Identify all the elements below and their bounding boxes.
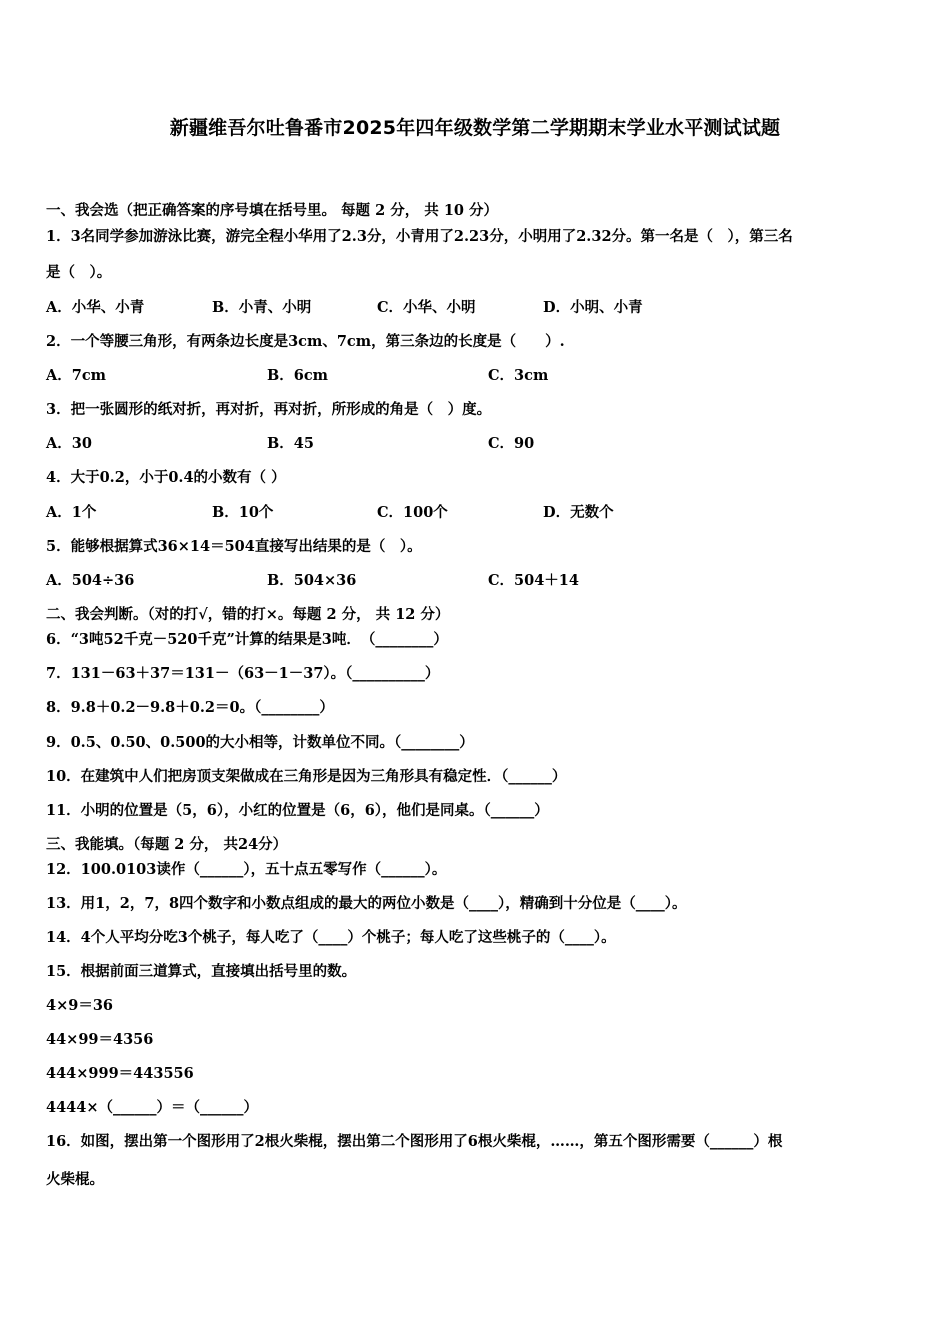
option-a: A．7cm: [46, 367, 107, 384]
question-16-line-1: 16．如图，摆出第一个图形用了2根火柴棍，摆出第二个图形用了6根火柴棍，……，第五个图形需要（______）根: [46, 1133, 783, 1150]
equation-3: 444×999＝443556: [46, 1065, 194, 1082]
option-c: C．3cm: [488, 367, 549, 384]
option-a: A．504÷36: [46, 572, 135, 589]
question-1-line-1: 1．3名同学参加游泳比赛，游完全程小华用了2.3分，小青用了2.23分，小明用了2.32分。第一名是（ ），第三名: [46, 228, 793, 245]
question-9: 9．0.5、0.50、0.500的大小相等，计数单位不同。（________）: [46, 734, 474, 751]
option-b: B．45: [267, 435, 314, 452]
option-b: B．504×36: [267, 572, 357, 589]
question-16-line-2: 火柴棍。: [46, 1171, 104, 1188]
section-3-header: 三、我能填。（每题 2 分， 共24分）: [46, 836, 288, 853]
question-13: 13．用1，2，7，8四个数字和小数点组成的最大的两位小数是（____），精确到十分位是（____）。: [46, 895, 687, 912]
question-5: 5．能够根据算式36×14＝504直接写出结果的是（ ）。: [46, 538, 422, 555]
option-c: C．504＋14: [488, 572, 579, 589]
option-c: C．90: [488, 435, 535, 452]
question-8: 8．9.8＋0.2－9.8＋0.2＝0。（________）: [46, 699, 334, 716]
option-b: B．6cm: [267, 367, 329, 384]
equation-4: 4444×（______）＝（______）: [46, 1099, 259, 1116]
question-10: 10．在建筑中人们把房顶支架做成在三角形是因为三角形具有稳定性．（______）: [46, 768, 567, 785]
option-c: C．100个: [377, 504, 448, 521]
question-7: 7．131－63＋37＝131－（63－1－37）。（__________）: [46, 665, 440, 682]
option-c: C．小华、小明: [377, 299, 476, 316]
equation-1: 4×9＝36: [46, 997, 114, 1014]
question-2: 2．一个等腰三角形，有两条边长度是3cm、7cm，第三条边的长度是（ ）.: [46, 333, 565, 350]
question-3: 3．把一张圆形的纸对折，再对折，再对折，所形成的角是（ ）度。: [46, 401, 492, 418]
question-14: 14．4个人平均分吃3个桃子，每人吃了（____）个桃子；每人吃了这些桃子的（____）。: [46, 929, 616, 946]
question-12: 12．100.0103读作（______），五十点五零写作（______）。: [46, 861, 447, 878]
page-title: 新疆维吾尔吐鲁番市2025年四年级数学第二学期期末学业水平测试试题: [169, 117, 781, 139]
option-a: A．30: [46, 435, 92, 452]
question-4: 4．大于0.2，小于0.4的小数有（ ）: [46, 469, 286, 486]
option-a: A．1个: [46, 504, 97, 521]
equation-2: 44×99＝4356: [46, 1031, 154, 1048]
section-2-header: 二、我会判断。（对的打√，错的打×。每题 2 分， 共 12 分）: [46, 606, 450, 623]
option-d: D．无数个: [543, 504, 614, 521]
section-1-header: 一、我会选（把正确答案的序号填在括号里。 每题 2 分， 共 10 分）: [46, 202, 499, 219]
option-b: B．10个: [212, 504, 274, 521]
question-6: 6．“3吨52千克－520千克”计算的结果是3吨． （________）: [46, 631, 448, 648]
question-15: 15．根据前面三道算式，直接填出括号里的数。: [46, 963, 357, 980]
question-1-line-2: 是（ ）。: [46, 264, 112, 281]
question-11: 11．小明的位置是（5，6），小红的位置是（6，6），他们是同桌。（______）: [46, 802, 549, 819]
option-d: D．小明、小青: [543, 299, 643, 316]
option-b: B．小青、小明: [212, 299, 312, 316]
option-a: A．小华、小青: [46, 299, 145, 316]
